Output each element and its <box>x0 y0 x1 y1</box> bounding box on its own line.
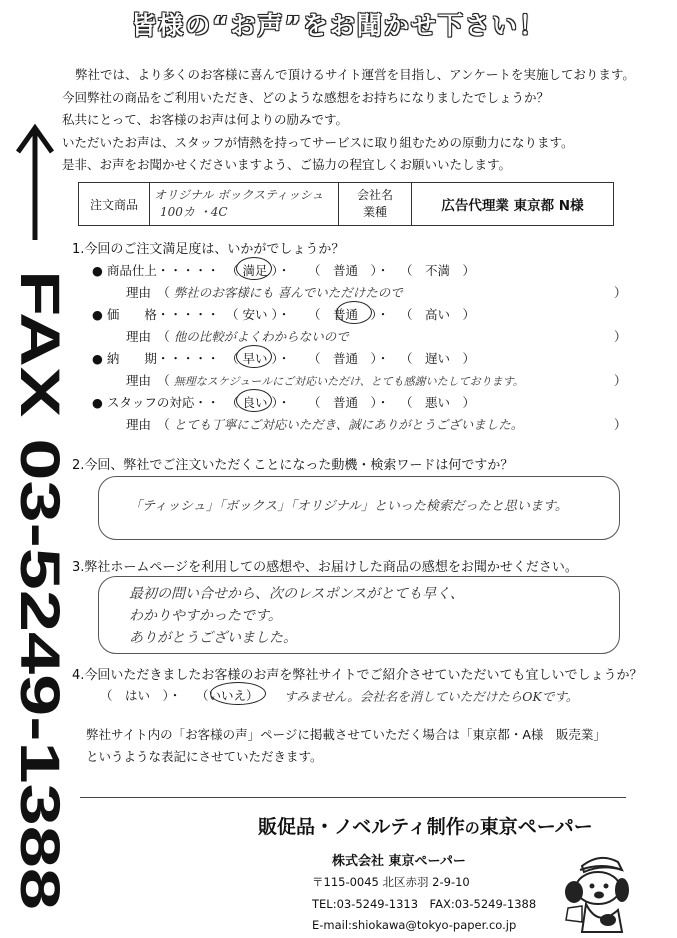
product-value <box>150 183 339 226</box>
page-title: 皆様の“お声”をお聞かせ下さい！ <box>131 11 546 40</box>
q1-reason: 理由 （ 無理なスケジュールにご対応いただけ、とても感謝いたしております。 ） <box>126 373 627 388</box>
q1-heading: 1.今回のご注文満足度は、いかがでしょうか？ <box>72 242 345 257</box>
intro-line: いただいたお声は、スタッフが情熱を持ってサービスに取り組むための原動力になります。 <box>62 134 574 150</box>
option-1[interactable]: （ 満足 ）・ <box>226 263 291 278</box>
q3-heading: 3.弊社ホームページを利用しての感想や、お届けした商品の感想をお聞かせください。 <box>72 560 578 575</box>
option-1[interactable]: （ 良い ）・ <box>226 395 291 410</box>
q1-item <box>92 261 219 279</box>
q1-reason: 理由 （ とても丁寧にご対応いただき、誠にありがとうございました。 ） <box>126 417 627 432</box>
intro-line: 私共にとって、お客様のお声は何よりの励みです。 <box>62 112 349 127</box>
option-2[interactable]: （ 普通 ）・ <box>308 395 390 410</box>
tel-fax: TEL:03-5249-1313 FAX:03-5249-1388 <box>312 897 537 911</box>
q3-answer-line: 最初の問い合せから、次のレスポンスがとても早く、 <box>129 586 464 602</box>
q1-reason: 理由 （ 弊社のお客様にも 喜んでいただけたので ） <box>126 285 627 300</box>
selected-circle <box>210 682 266 705</box>
fax-number-text: FAX 03-5249-1388 <box>9 270 72 744</box>
q1-reason: 理由 （ 他の比較がよくわからないので ） <box>126 329 627 344</box>
up-arrow-icon <box>18 128 52 240</box>
intro-line: 弊社では、より多くのお客様に喜んで頂けるサイト運営を目指し、アンケートを実施しております。 <box>75 67 635 82</box>
q4-answer: すみません。会社名を消していただけたらOKです。 <box>284 689 579 704</box>
reason-text: とても丁寧にご対応いただき、誠にありがとうございました。 <box>173 417 524 432</box>
email: E-mail:shiokawa@tokyo-paper.co.jp <box>312 918 517 932</box>
option-1[interactable]: （ 早い ）・ <box>226 351 291 366</box>
q3-answer-line: ありがとうございました。 <box>129 630 297 646</box>
reason-text: 弊社のお客様にも 喜んでいただけたので <box>173 285 403 300</box>
q2-answer: 「ティッシュ」「ボックス」「オリジナル」といった検索だったと思います。 <box>129 499 568 514</box>
q1-item-label: 商品仕上・・・・・ <box>106 263 220 278</box>
q3-answer-line: わかりやすかったです。 <box>129 608 282 624</box>
order-info-table <box>78 182 614 226</box>
intro-text <box>62 64 662 177</box>
q1-item-label: 価 格・・・・・ <box>106 307 220 322</box>
bullet-icon: ● <box>92 351 103 366</box>
reason-text: 他の比較がよくわからないので <box>173 329 349 344</box>
option-3[interactable]: （ 不満 ） <box>400 263 476 278</box>
q1-item <box>92 305 219 323</box>
product-value-line: オリジナル ボックスティッシュ <box>154 188 324 202</box>
option-3[interactable]: （ 高い ） <box>400 307 476 322</box>
option-3[interactable]: （ 悪い ） <box>400 395 476 410</box>
q4-option-yes[interactable]: （ はい ）・ <box>100 688 182 703</box>
q4-heading: 4.今回いただきましたお客様のお声を弊社サイトでご紹介させていただいても宜しいでしょうか？ <box>72 668 643 683</box>
q1-item <box>92 393 219 411</box>
q3-answer <box>129 583 464 649</box>
selected-circle <box>336 301 372 324</box>
intro-line: 今回弊社の商品をご利用いただき、どのような感想をお持ちになりましたでしょうか？ <box>62 89 550 105</box>
fax-banner <box>6 120 72 920</box>
selected-circle <box>236 345 272 368</box>
q1-item <box>92 349 219 367</box>
dog-mascot-icon <box>552 848 644 936</box>
selected-circle <box>236 257 272 280</box>
reason-text: 無理なスケジュールにご対応いただけ、とても感謝いたしております。 <box>173 375 524 388</box>
q2-heading: 2.今回、弊社でご注文いただくことになった動機・検索ワードは何ですか？ <box>72 458 514 473</box>
selected-circle <box>236 389 272 412</box>
q1-item-label: 納 期・・・・・ <box>106 351 220 366</box>
intro-line: 是非、お声をお聞かせくださいますよう、ご協力の程宜しくお願いいたします。 <box>62 157 512 172</box>
note-line: というような表記にさせていただきます。 <box>86 749 323 764</box>
option-1[interactable]: （ 安い ）・ <box>226 307 291 322</box>
company-label <box>339 183 412 226</box>
company-name: 株式会社 東京ペーパー <box>332 854 466 869</box>
postal-address: 〒115-0045 北区赤羽 2-9-10 <box>312 875 470 889</box>
product-value-line: 100カ ・4C <box>160 205 228 219</box>
footer-title: 販促品・ノベルティ制作の東京ペーパー <box>258 816 593 838</box>
option-2[interactable]: （ 普通 ）・ <box>308 263 390 278</box>
product-label: 注文商品 <box>79 183 150 226</box>
q4-option-no[interactable]: （いいえ） <box>196 688 259 703</box>
bullet-icon: ● <box>92 263 103 278</box>
note-line: 弊社サイト内の「お客様の声」ページに掲載させていただく場合は「東京都・A様 販売業」 <box>86 727 606 742</box>
option-2[interactable]: （ 普通 ）・ <box>308 351 390 366</box>
q1-item-label: スタッフの対応・・ <box>106 395 220 410</box>
bullet-icon: ● <box>92 395 103 410</box>
q4-note <box>86 724 606 768</box>
company-label-line: 業種 <box>362 205 387 219</box>
company-label-line: 会社名 <box>356 188 393 202</box>
option-2[interactable]: （ 普通 ）・ <box>308 307 390 322</box>
q3-answer-box[interactable] <box>98 576 620 654</box>
option-3[interactable]: （ 遅い ） <box>400 351 476 366</box>
bullet-icon: ● <box>92 307 103 322</box>
q2-answer-box[interactable] <box>98 476 620 540</box>
company-value: 広告代理業 東京都 N様 <box>412 183 614 226</box>
divider <box>80 797 626 798</box>
